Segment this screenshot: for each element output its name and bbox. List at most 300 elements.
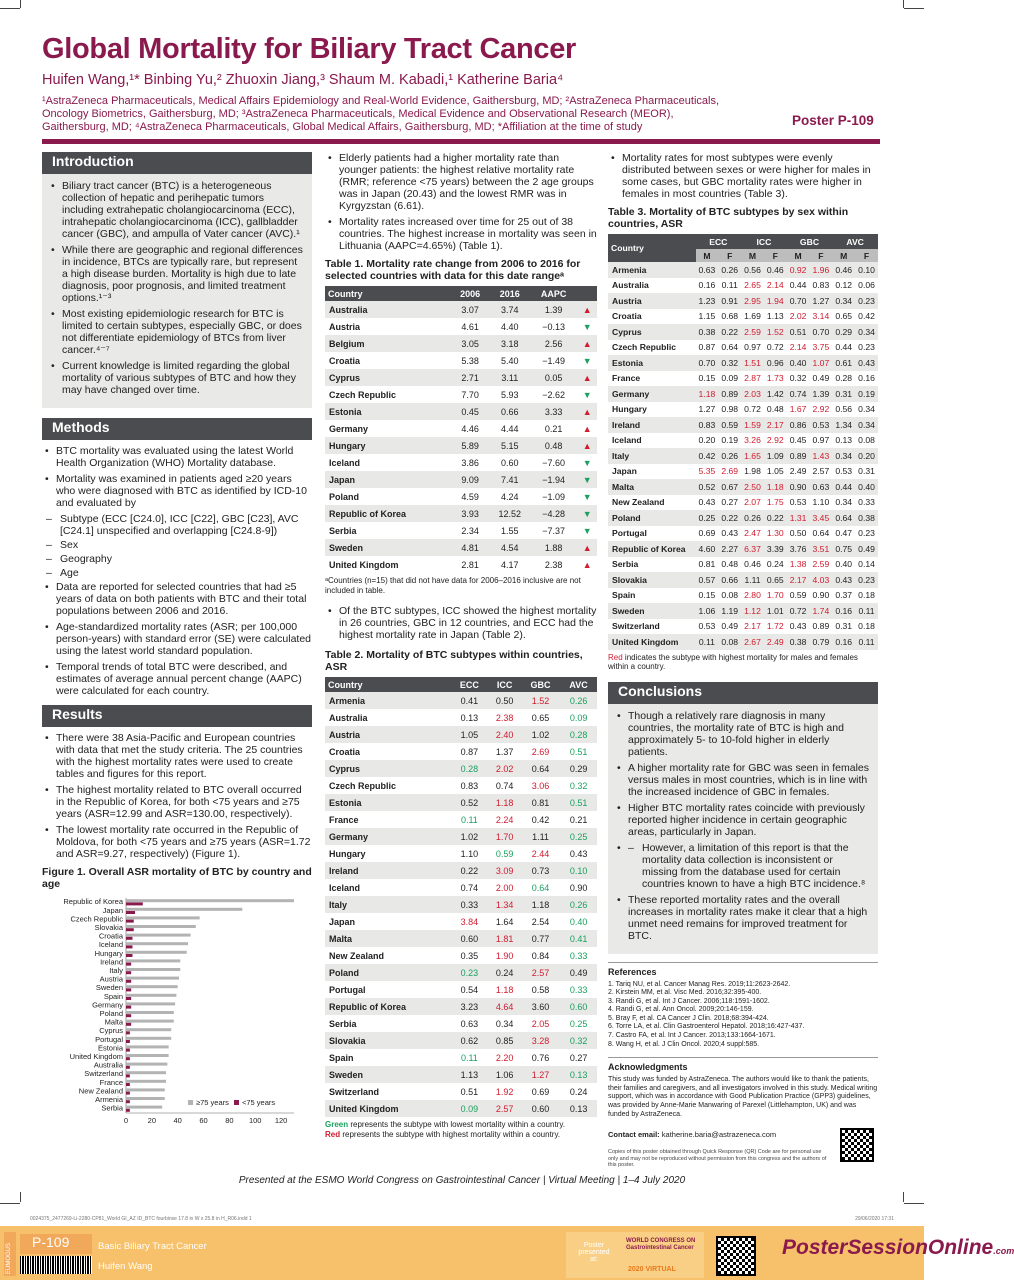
table-cell: 4.81: [450, 539, 489, 556]
methods-bullet: • BTC mortality was evaluated using the latest World Health Organization (WHO) Mortality database.: [42, 445, 312, 469]
bar-under-75: [126, 1057, 130, 1060]
poster-title: Global Mortality for Biliary Tract Cancer: [42, 33, 577, 65]
table-cell: 0.90: [812, 590, 830, 601]
table-cell: 1.90: [495, 950, 514, 961]
table-cell: 3.07: [450, 301, 489, 318]
table-cell: 2.49: [764, 634, 787, 650]
table-cell: Poland: [608, 510, 696, 526]
table-cell: −1.09: [542, 491, 566, 502]
category-label: Sweden: [95, 983, 123, 993]
table-cell: 0.26: [560, 692, 597, 709]
up-triangle-icon: ▲: [582, 423, 592, 434]
table-cell: Japan: [325, 471, 450, 488]
introduction-bullet: • Most existing epidemiologic research for BTC is limited to certain subtypes, especially GBC, or does not differentiate epidemiology of BTCs from liver cancer.⁴⁻⁷: [48, 308, 304, 356]
table-cell: 0.45: [450, 403, 489, 420]
table-cell: 9.09: [450, 471, 489, 488]
table-cell: 0.29: [832, 324, 855, 340]
table-cell: Cyprus: [325, 369, 450, 386]
category-label: Cyprus: [99, 1026, 123, 1036]
bar-75-plus: [126, 951, 187, 954]
table-cell: 0.10: [855, 262, 878, 278]
table-cell: 0.65: [764, 572, 787, 588]
table-cell: 0.34: [495, 1018, 514, 1029]
table-row: [608, 557, 878, 573]
table-cell: 0.64: [812, 528, 830, 539]
column-1: [42, 152, 312, 1152]
table-row: [325, 318, 597, 335]
bar-75-plus: [126, 1063, 167, 1066]
bar-75-plus: [126, 1071, 166, 1074]
header-rule: [42, 139, 880, 144]
table-cell: 0.72: [766, 342, 784, 353]
category-label: Italy: [109, 966, 123, 975]
table-cell: 0.59: [718, 417, 741, 433]
presented-at-line: Presented at the ESMO World Congress on Gastrointestinal Cancer | Virtual Meeting | 1–4 July 2020: [238, 1175, 686, 1186]
note-red-label: Red: [608, 652, 623, 662]
table-cell: 12.52: [490, 505, 530, 522]
table-row: [325, 981, 597, 998]
table-cell: Poland: [325, 964, 451, 981]
table-cell: 0.26: [718, 448, 741, 464]
table-cell: 0.09: [451, 1100, 489, 1117]
table-row: [608, 340, 878, 356]
table-3-subheader: F: [718, 249, 741, 262]
table-cell: 0.12: [835, 280, 853, 291]
table-cell: 2.17: [764, 417, 787, 433]
table-cell: 0.33: [569, 984, 588, 995]
methods-subitem: – Sex: [42, 539, 312, 551]
up-triangle-icon: ▲: [577, 369, 597, 386]
reference-item: 2. Kirstein MM, et al. Visc Med. 2016;32:395-400.: [608, 989, 762, 997]
table-cell: Republic of Korea: [608, 541, 696, 557]
bar-75-plus: [126, 925, 196, 928]
table-cell: Portugal: [612, 528, 647, 539]
category-label: New Zealand: [78, 1086, 123, 1096]
table-cell: Sweden: [325, 1066, 451, 1083]
table-cell: 0.09: [569, 712, 588, 723]
table-cell: Cyprus: [325, 760, 451, 777]
table-cell: 0.81: [698, 559, 716, 570]
table-row: [325, 369, 597, 386]
table-cell: 1.70: [766, 590, 784, 601]
table-cell: 0.31: [835, 621, 853, 632]
table-row: [325, 403, 597, 420]
legend-swatch-under-75: [234, 1100, 239, 1105]
bar-75-plus: [126, 942, 188, 945]
side-tag: [4, 1232, 16, 1276]
table-cell: 1.96: [809, 262, 832, 278]
table-cell: 0.32: [569, 780, 588, 791]
table-cell: 4.24: [501, 491, 519, 502]
table-cell: 2.38: [495, 712, 514, 723]
bar-75-plus: [126, 1028, 171, 1031]
results-bullet: • Mortality rates increased over time for 25 out of 38 countries. The highest increase in mortality was seen in Lithuania (AAPC=4.65%) (Table 1).: [325, 216, 597, 252]
down-triangle-icon: ▼: [577, 471, 597, 488]
table-cell: 1.06: [696, 603, 719, 619]
side-tag-text: EUMOGUS: [6, 1242, 12, 1274]
table-cell: Armenia: [325, 692, 451, 709]
table-cell: 2.57: [488, 1100, 521, 1117]
table-cell: 0.67: [718, 479, 741, 495]
conclusion-subitem: • – However, a limitation of this report is that the mortality data collection is inconsistent or missing from the database used for certain countries known to have a high BTC incidence.⁸: [614, 842, 870, 890]
table-cell: 0.87: [698, 342, 716, 353]
table-cell: 1.18: [521, 896, 560, 913]
table-cell: 0.51: [460, 1086, 479, 1097]
bar-75-plus: [126, 1002, 175, 1005]
reference-item: 3. Randi G, et al. Int J Cancer. 2006;118:1591-1602.: [608, 997, 770, 1005]
table-cell: 1.23: [696, 293, 719, 309]
table-cell: 1.39: [809, 386, 832, 402]
table-cell: 2.69: [721, 466, 739, 477]
table-cell: 0.53: [789, 497, 807, 508]
table-cell: 0.08: [721, 590, 739, 601]
bar-under-75: [126, 1083, 130, 1086]
category-label: Estonia: [97, 1043, 123, 1053]
table-3-header: ICC: [741, 234, 787, 249]
table-cell: 5.38: [461, 355, 479, 366]
table-row: [325, 862, 597, 879]
table-cell: 0.45: [789, 435, 807, 446]
table-cell: 0.63: [460, 1018, 479, 1029]
reference-item: 8. Wang H, et al. J Clin Oncol. 2020;4 suppl:585.: [608, 1040, 760, 1048]
table-2-header: Country: [325, 677, 451, 692]
bar-under-75: [126, 954, 132, 957]
table-cell: 3.23: [451, 998, 489, 1015]
bar-under-75: [126, 1049, 130, 1052]
table-cell: 1.27: [521, 1066, 560, 1083]
table-cell: 5.93: [501, 389, 519, 400]
table-cell: 1.88: [530, 539, 578, 556]
table-cell: 5.15: [490, 437, 530, 454]
table-cell: 0.20: [855, 448, 878, 464]
results-bullet: • The highest mortality related to BTC overall occurred in the Republic of Korea, for both <75 years and ≥75 years (ASR=12.99 and ASR=130.00, respectively).: [42, 784, 312, 820]
congress-virtual: 2020 VIRTUAL: [628, 1266, 676, 1273]
table-cell: 0.97: [812, 435, 830, 446]
table-2: [325, 677, 597, 1117]
table-cell: 0.31: [858, 466, 875, 477]
down-triangle-icon: ▼: [582, 457, 592, 468]
table-row: [608, 309, 878, 325]
table-cell: 0.11: [855, 603, 878, 619]
bar-under-75: [126, 1074, 130, 1077]
x-tick-label: 80: [225, 1116, 234, 1125]
table-cell: 0.11: [855, 634, 878, 650]
conclusion-bullet: • Though a relatively rare diagnosis in many countries, the mortality rate of BTC is high and approximately 5- to 10-fold higher in elderly patients.: [614, 710, 870, 758]
table-cell: 0.23: [451, 964, 489, 981]
down-triangle-icon: ▼: [582, 321, 592, 332]
bar-under-75: [126, 928, 134, 931]
table-cell: 4.03: [809, 572, 832, 588]
table-row: [325, 1083, 597, 1100]
table-cell: 1.02: [451, 828, 489, 845]
table-cell: 0.74: [495, 780, 514, 791]
table-cell: 0.46: [832, 262, 855, 278]
qr-code[interactable]: [840, 1128, 874, 1162]
table-row: [325, 794, 597, 811]
up-triangle-icon: ▲: [577, 301, 597, 318]
table-cell: 0.48: [530, 437, 578, 454]
table-cell: 0.08: [858, 435, 875, 446]
table-cell: 1.01: [764, 603, 787, 619]
table-cell: −1.94: [530, 471, 578, 488]
bar-under-75: [126, 963, 131, 966]
table-cell: Serbia: [329, 525, 357, 536]
table-cell: 1.74: [809, 603, 832, 619]
table-cell: Estonia: [608, 355, 696, 371]
table-cell: 1.27: [809, 293, 832, 309]
table-2-header: ICC: [488, 677, 521, 692]
bar-75-plus: [126, 1106, 162, 1109]
table-cell: 1.43: [809, 448, 832, 464]
table-cell: 0.60: [560, 998, 597, 1015]
table-3-header: AVC: [832, 234, 878, 249]
table-cell: 0.06: [858, 280, 875, 291]
table-cell: 3.09: [488, 862, 521, 879]
table-cell: 1.72: [766, 621, 784, 632]
table-cell: New Zealand: [612, 497, 665, 508]
table-3-subheader: M: [832, 249, 855, 262]
table-cell: 1.05: [451, 726, 489, 743]
table-cell: 0.89: [718, 386, 741, 402]
references-list: [608, 981, 878, 1050]
table-cell: Austria: [325, 726, 451, 743]
contact-email[interactable]: katherine.baria@astrazeneca.com: [661, 1130, 777, 1140]
bottom-poster-author: Huifen Wang: [98, 1261, 153, 1272]
figure-1-chart: [42, 892, 312, 1152]
table-cell: 3.39: [764, 541, 787, 557]
table-cell: 0.41: [560, 930, 597, 947]
table-cell: Hungary: [612, 404, 647, 415]
table-cell: 7.41: [490, 471, 530, 488]
table-cell: 0.23: [858, 528, 875, 539]
brand-logo[interactable]: [782, 1236, 1014, 1260]
table-cell: 0.64: [832, 510, 855, 526]
table-cell: 2.69: [531, 746, 550, 757]
note-red-text: represents the subtype with highest mortality within a country.: [340, 1129, 561, 1139]
table-row: [608, 572, 878, 588]
poster-id: P-109: [20, 1234, 92, 1254]
table-cell: 0.64: [721, 342, 739, 353]
table-cell: 0.42: [858, 311, 875, 322]
table-cell: 1.30: [766, 528, 784, 539]
table-cell: 1.81: [488, 930, 521, 947]
bar-under-75: [126, 1040, 130, 1043]
table-cell: 0.83: [460, 780, 479, 791]
introduction-bullet: • Current knowledge is limited regarding the global mortality of various subtypes of BTC and how they may have changed over time.: [48, 360, 304, 396]
table-cell: 0.66: [718, 572, 741, 588]
table-cell: Switzerland: [329, 1086, 380, 1097]
table-cell: 0.86: [787, 417, 810, 433]
table-row: [608, 479, 878, 495]
table-row: [325, 879, 597, 896]
table-cell: 1.11: [741, 572, 764, 588]
table-cell: 3.11: [490, 369, 530, 386]
bar-under-75: [126, 997, 131, 1000]
table-cell: 0.34: [832, 448, 855, 464]
table-cell: Austria: [608, 293, 696, 309]
poster-number: Poster P-109: [792, 113, 874, 128]
table-cell: 2.49: [789, 466, 807, 477]
x-tick-label: 40: [173, 1116, 182, 1125]
methods-list: [42, 445, 312, 509]
reference-item: 1. Tariq NU, et al. Cancer Manag Res. 2019;11:2623-2642.: [608, 980, 791, 988]
table-cell: Armenia: [608, 262, 696, 278]
category-label: Switzerland: [84, 1069, 123, 1079]
table-row: [325, 726, 597, 743]
table-cell: 0.98: [721, 404, 739, 415]
bar-75-plus: [126, 934, 191, 937]
table-cell: 1.19: [718, 603, 741, 619]
table-row: [325, 522, 597, 539]
table-cell: 0.57: [696, 572, 719, 588]
table-row: [608, 355, 878, 371]
table-1-header: Country: [325, 286, 450, 301]
table-cell: 2.59: [812, 559, 830, 570]
table-cell: 0.43: [855, 355, 878, 371]
table-cell: 1.34: [488, 896, 521, 913]
category-label: Armenia: [95, 1095, 123, 1104]
table-cell: 0.48: [766, 404, 784, 415]
table-row: [325, 709, 597, 726]
table-cell: 0.42: [531, 814, 550, 825]
table-row: [325, 811, 597, 828]
table-cell: 0.15: [698, 590, 716, 601]
table-cell: Cyprus: [608, 324, 696, 340]
table-cell: Czech Republic: [329, 389, 397, 400]
table-cell: 2.03: [741, 386, 764, 402]
table-cell: 0.32: [560, 1032, 597, 1049]
table-row: [608, 619, 878, 635]
table-cell: 4.40: [501, 321, 519, 332]
table-cell: 4.17: [501, 559, 519, 570]
table-cell: 0.22: [718, 324, 741, 340]
methods-subitem: – Age: [42, 567, 312, 579]
table-cell: 0.18: [858, 621, 875, 632]
reference-item: 4. Randi G, et al. Ann Oncol. 2009;20:146-159.: [608, 1006, 754, 1014]
table-cell: 0.52: [696, 479, 719, 495]
table-cell: 0.41: [451, 692, 489, 709]
table-cell: 0.28: [451, 760, 489, 777]
table-row: [608, 433, 878, 449]
table-cell: 0.24: [569, 1086, 588, 1097]
table-cell: 0.16: [832, 634, 855, 650]
results-bullet: • The lowest mortality rate occurred in the Republic of Moldova, for both <75 years and ≥75 years (ASR=1.72 and ASR=9.27, respectively) (Figure 1).: [42, 824, 312, 860]
results-bullet: • Of the BTC subtypes, ICC showed the highest mortality in 26 countries, GBC in 12 countries, and ECC had the highest mortality rate in Japan (Table 2).: [325, 605, 597, 641]
table-cell: 2.44: [531, 848, 550, 859]
table-cell: 0.25: [560, 828, 597, 845]
column-3-list: [608, 152, 878, 200]
table-cell: 0.20: [698, 435, 716, 446]
bar-75-plus: [126, 968, 180, 971]
table-cell: 0.43: [569, 848, 588, 859]
table-cell: 2.34: [461, 525, 479, 536]
table-cell: 1.02: [521, 726, 560, 743]
note-green-label: Green: [325, 1120, 349, 1129]
table-1-header: 2006: [450, 286, 489, 301]
table-cell: 0.27: [569, 1052, 588, 1063]
table-row: [325, 1015, 597, 1032]
table-cell: 0.74: [787, 386, 810, 402]
table-2-title: Table 2. Mortality of BTC subtypes within countries, ASR: [325, 649, 583, 673]
table-cell: 2.17: [744, 621, 761, 632]
table-cell: 3.93: [450, 505, 489, 522]
table-cell: 0.26: [560, 896, 597, 913]
figure-1-title: Figure 1. Overall ASR mortality of BTC by country and age: [42, 866, 312, 890]
table-cell: −7.37: [542, 525, 566, 536]
table-3-note: [608, 653, 878, 672]
table-cell: 3.14: [812, 311, 830, 322]
table-cell: 0.46: [764, 262, 787, 278]
table-cell: 0.28: [560, 726, 597, 743]
bottom-qr-code[interactable]: [716, 1236, 756, 1276]
table-cell: 4.44: [501, 423, 519, 434]
table-cell: 0.53: [835, 466, 853, 477]
table-cell: Sweden: [608, 603, 696, 619]
table-cell: 1.52: [764, 324, 787, 340]
table-row: [325, 1032, 597, 1049]
table-cell: 0.89: [787, 448, 810, 464]
table-cell: 1.15: [698, 311, 716, 322]
table-row: [325, 352, 597, 369]
bar-under-75: [126, 1023, 131, 1026]
table-cell: −4.28: [530, 505, 578, 522]
table-cell: 1.51: [741, 355, 764, 371]
table-3-subheader: M: [787, 249, 810, 262]
table-cell: 0.70: [696, 355, 719, 371]
table-cell: Australia: [329, 712, 368, 723]
bar-75-plus: [126, 994, 176, 997]
column-2: [325, 152, 597, 1139]
table-cell: 1.07: [809, 355, 832, 371]
references-heading: References: [608, 962, 878, 978]
table-row: [325, 556, 597, 573]
category-label: Czech Republic: [70, 914, 123, 924]
table-cell: 1.59: [741, 417, 764, 433]
table-cell: 0.11: [721, 280, 738, 291]
table-cell: Belgium: [325, 335, 450, 352]
table-row: [608, 402, 878, 418]
bar-75-plus: [126, 1080, 166, 1083]
table-cell: Australia: [612, 280, 649, 291]
table-row: [325, 386, 597, 403]
down-triangle-icon: ▼: [577, 505, 597, 522]
table-row: [325, 471, 597, 488]
table-cell: 1.39: [530, 301, 578, 318]
table-cell: 0.43: [698, 497, 716, 508]
table-cell: 0.65: [835, 311, 853, 322]
table-row: [608, 510, 878, 526]
table-cell: 0.22: [764, 510, 787, 526]
note-green-text: represents the subtype with lowest mortality within a country.: [348, 1120, 565, 1129]
category-label: Hungary: [94, 948, 123, 958]
table-cell: 2.50: [741, 479, 764, 495]
table-cell: Sweden: [325, 539, 450, 556]
category-label: Spain: [103, 991, 123, 1001]
table-cell: 0.43: [832, 572, 855, 588]
table-cell: 0.84: [531, 950, 550, 961]
table-cell: 0.23: [858, 342, 875, 353]
table-cell: 0.59: [495, 848, 514, 859]
table-cell: 0.33: [569, 950, 588, 961]
table-cell: 0.54: [460, 984, 479, 995]
table-cell: 0.19: [855, 386, 878, 402]
table-cell: Croatia: [612, 311, 642, 322]
bar-75-plus: [126, 916, 200, 919]
table-cell: 0.11: [460, 1052, 478, 1063]
table-row: [325, 539, 597, 556]
category-label: Australia: [93, 1060, 123, 1070]
table-cell: 1.65: [741, 448, 764, 464]
